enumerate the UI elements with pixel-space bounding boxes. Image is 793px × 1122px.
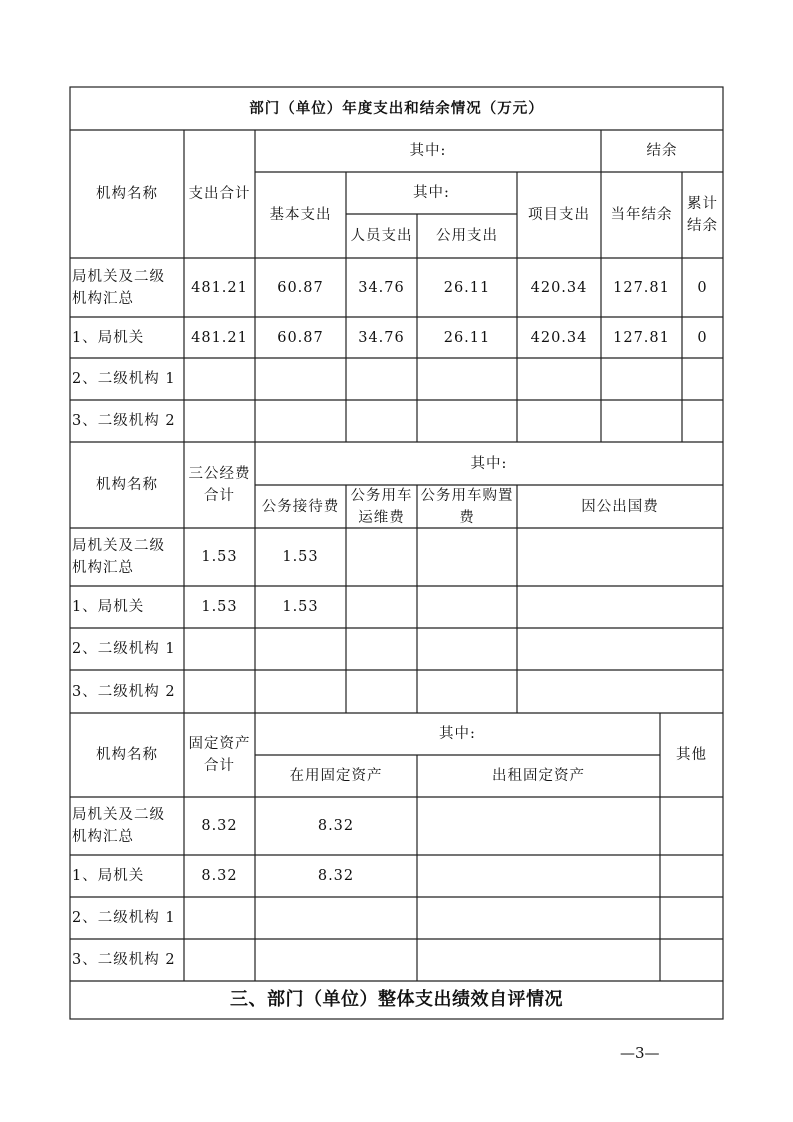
- page-number: —3—: [620, 1044, 660, 1062]
- table1-row-cum-balance: 0: [697, 279, 708, 296]
- table1-header-basic-of: 其中:: [413, 185, 450, 201]
- table3-header-rented: 出租固定资产: [492, 768, 585, 784]
- table3-row-total: 8.32: [201, 868, 238, 884]
- table1-header-total: 支出合计: [188, 186, 251, 202]
- table2-header-of: 其中:: [470, 455, 508, 472]
- table3-row-total: 8.32: [201, 818, 238, 834]
- table2-header-org: 机构名称: [96, 477, 158, 493]
- table1-row-year-balance: 127.81: [613, 279, 670, 296]
- table1-row-total: 481.21: [191, 279, 248, 296]
- table1-row-name: 3、二级机构 2: [72, 413, 176, 429]
- table1-header-cum-balance: 累计 结余: [687, 196, 718, 234]
- table1-row-public: 26.11: [443, 329, 491, 346]
- table3-row-name: 局机关及二级 机构汇总: [72, 807, 165, 845]
- table1-row-name: 局机关及二级 机构汇总: [72, 268, 165, 307]
- table1-row-project: 420.34: [530, 279, 588, 296]
- table3-row-name: 2、二级机构 1: [72, 910, 176, 926]
- table1-row-cum-balance: 0: [697, 329, 708, 346]
- table1-header-basic: 基本支出: [269, 207, 332, 223]
- table2-row-name: 局机关及二级 机构汇总: [72, 538, 165, 576]
- table1-row-name: 1、局机关: [72, 329, 145, 346]
- table1-header-balance: 结余: [646, 143, 678, 159]
- table3-header-in-use: 在用固定资产: [289, 768, 383, 784]
- table1-header-project: 项目支出: [528, 207, 590, 223]
- table1-row-public: 26.11: [443, 279, 491, 296]
- table3-row-in-use: 8.32: [317, 868, 355, 884]
- table3-header-total: 固定资产 合计: [188, 736, 251, 774]
- table2-row-total: 1.53: [201, 599, 238, 615]
- table1-row-personnel: 34.76: [358, 329, 405, 346]
- table1-row-basic: 60.87: [277, 329, 324, 346]
- table2-row-name: 2、二级机构 1: [72, 641, 176, 657]
- table1-header-org: 机构名称: [96, 186, 158, 202]
- table2-row-reception: 1.53: [282, 599, 319, 615]
- section-heading: 三、部门（单位）整体支出绩效自评情况: [230, 989, 563, 1010]
- table2-header-vehicle-op: 公务用车 运维费: [350, 487, 413, 526]
- table1-header-personnel: 人员支出: [350, 228, 413, 244]
- table3-header-other: 其他: [676, 747, 707, 763]
- table1-row-personnel: 34.76: [358, 279, 405, 296]
- table1-row-project: 420.34: [530, 329, 588, 346]
- table2-row-total: 1.53: [201, 549, 238, 565]
- table3-header-of: 其中:: [439, 726, 476, 742]
- table2-row-name: 1、局机关: [72, 599, 145, 615]
- table2-header-abroad: 因公出国费: [581, 498, 659, 515]
- table3-row-in-use: 8.32: [317, 818, 355, 834]
- table1-row-total: 481.21: [191, 329, 248, 346]
- table1-row-year-balance: 127.81: [613, 329, 670, 346]
- table2-row-reception: 1.53: [282, 549, 319, 565]
- table3-row-name: 3、二级机构 2: [72, 952, 176, 968]
- table2-header-vehicle-buy: 公务用车购置 费: [420, 487, 514, 526]
- table2-row-name: 3、二级机构 2: [72, 683, 176, 700]
- table1-header-year-balance: 当年结余: [610, 207, 673, 223]
- table3-row-name: 1、局机关: [72, 868, 145, 884]
- table1-title: 部门（单位）年度支出和结余情况（万元）: [249, 100, 544, 117]
- table1-row-name: 2、二级机构 1: [72, 371, 176, 387]
- table1-row-basic: 60.87: [277, 279, 324, 296]
- table2-header-total: 三公经费 合计: [188, 466, 251, 504]
- table1-header-of: 其中:: [409, 143, 447, 159]
- table3-header-org: 机构名称: [96, 747, 158, 763]
- table1-header-public: 公用支出: [436, 228, 498, 244]
- table2-header-reception: 公务接待费: [261, 498, 340, 515]
